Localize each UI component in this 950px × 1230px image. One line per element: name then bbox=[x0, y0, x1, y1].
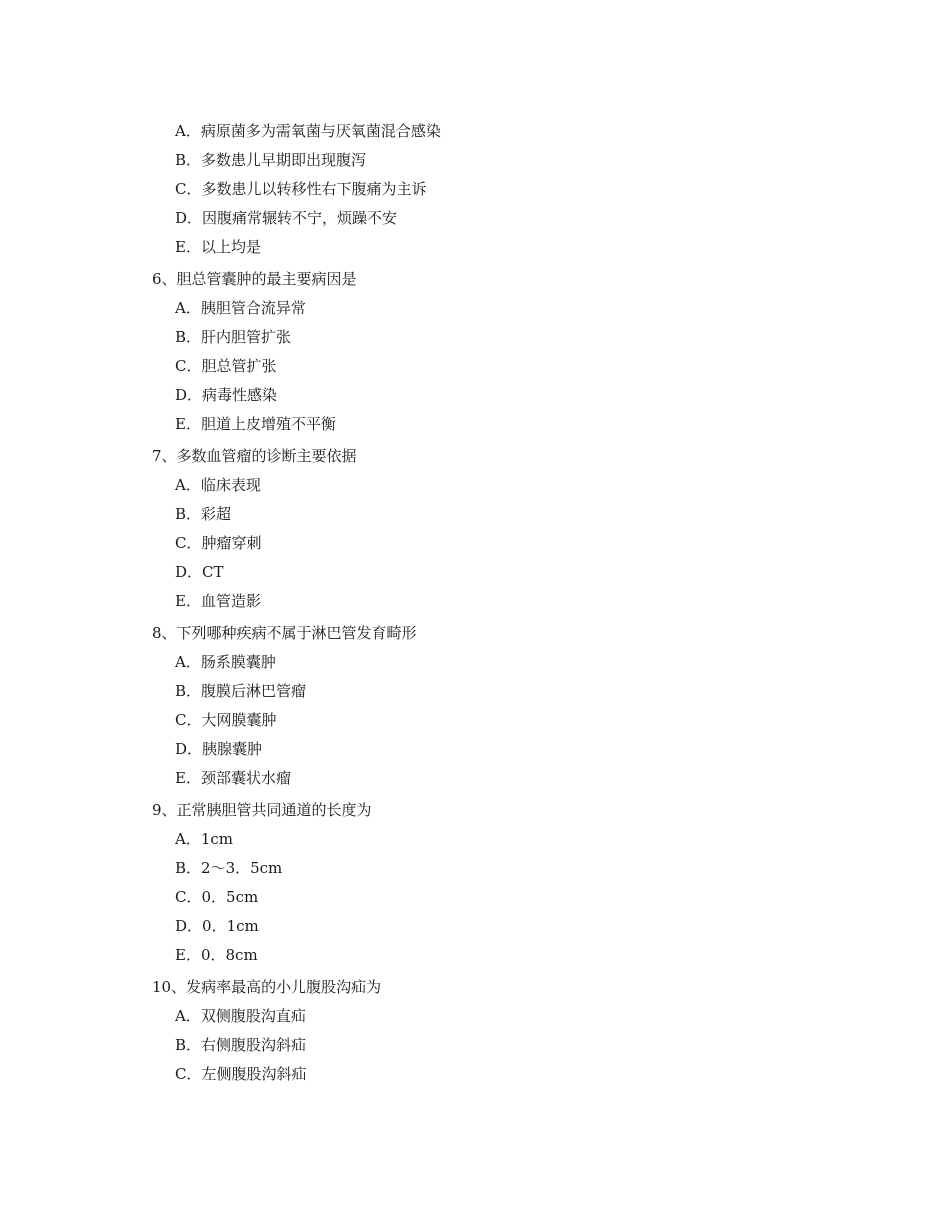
option-q6-a: A．胰胆管合流异常 bbox=[175, 299, 306, 317]
option-q7-a: A．临床表现 bbox=[175, 476, 261, 494]
option-q9-e: E．0．8cm bbox=[175, 946, 258, 964]
option-q5-e: E．以上均是 bbox=[175, 238, 261, 256]
option-q8-d: D．胰腺囊肿 bbox=[175, 740, 263, 758]
question-6: 6、胆总管囊肿的最主要病因是 bbox=[152, 270, 357, 288]
option-q10-b: B．右侧腹股沟斜疝 bbox=[175, 1036, 307, 1054]
option-q8-e: E．颈部囊状水瘤 bbox=[175, 769, 291, 787]
option-q6-b: B．肝内胆管扩张 bbox=[175, 328, 292, 346]
option-q8-b: B．腹膜后淋巴管瘤 bbox=[175, 682, 307, 700]
option-q5-a: A．病原菌多为需氧菌与厌氧菌混合感染 bbox=[175, 122, 441, 140]
option-q8-c: C．大网膜囊肿 bbox=[175, 711, 277, 729]
question-9: 9、正常胰胆管共同通道的长度为 bbox=[152, 801, 372, 819]
question-10: 10、发病率最高的小儿腹股沟疝为 bbox=[152, 978, 382, 996]
option-q6-c: C．胆总管扩张 bbox=[175, 357, 277, 375]
question-7: 7、多数血管瘤的诊断主要依据 bbox=[152, 447, 357, 465]
option-q5-c: C．多数患儿以转移性右下腹痛为主诉 bbox=[175, 180, 427, 198]
option-q7-d: D．CT bbox=[175, 563, 224, 581]
option-q6-d: D．病毒性感染 bbox=[175, 386, 278, 404]
option-q9-b: B．2～3．5cm bbox=[175, 859, 283, 877]
option-q6-e: E．胆道上皮增殖不平衡 bbox=[175, 415, 336, 433]
option-q7-e: E．血管造影 bbox=[175, 592, 261, 610]
option-q7-b: B．彩超 bbox=[175, 505, 232, 523]
option-q7-c: C．肿瘤穿刺 bbox=[175, 534, 262, 552]
option-q10-a: A．双侧腹股沟直疝 bbox=[175, 1007, 306, 1025]
option-q5-d: D．因腹痛常辗转不宁，烦躁不安 bbox=[175, 209, 398, 227]
option-q9-a: A．1cm bbox=[175, 830, 234, 848]
option-q10-c: C．左侧腹股沟斜疝 bbox=[175, 1065, 307, 1083]
question-8: 8、下列哪种疾病不属于淋巴管发育畸形 bbox=[152, 624, 417, 642]
option-q9-d: D．0．1cm bbox=[175, 917, 259, 935]
option-q5-b: B．多数患儿早期即出现腹泻 bbox=[175, 151, 367, 169]
option-q9-c: C．0．5cm bbox=[175, 888, 259, 906]
option-q8-a: A．肠系膜囊肿 bbox=[175, 653, 276, 671]
